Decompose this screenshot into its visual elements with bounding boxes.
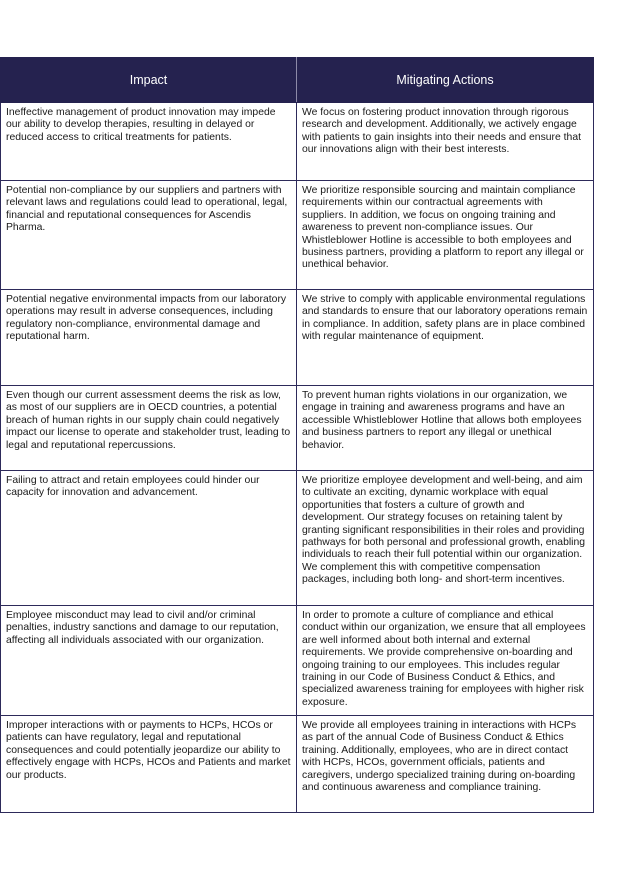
- table-row: [1, 606, 594, 716]
- header-row: [1, 58, 594, 103]
- table-row: [1, 181, 594, 290]
- mitigation-cell: We prioritize employee development and well-being, and aim to cultivate an exciting, dynamic workplace with equal opportunities that fosters a culture of growth and development. Our strategy focuses on retaining talent by granting significant responsibilities in their roles and providing pathways for both personal and professional growth, enabling individuals to reach their full potential within our organization. We complement this with competitive compensation packages, including both long- and short-term incentives.: [297, 471, 594, 606]
- impact-cell: Failing to attract and retain employees could hinder our capacity for innovation and advancement.: [1, 471, 297, 606]
- table-header: [1, 58, 594, 103]
- impact-cell: Ineffective management of product innovation may impede our ability to develop therapies, resulting in delayed or reduced access to critical treatments for patients.: [1, 103, 297, 181]
- table-row: [1, 290, 594, 386]
- table-row: [1, 103, 594, 181]
- mitigation-cell: In order to promote a culture of compliance and ethical conduct within our organization, we ensure that all employees are well informed about both internal and external requirements. We provide comprehensive on-boarding and ongoing training to our employees. This includes regular training in our Code of Business Conduct & Ethics, and specialized awareness training for employees with higher risk exposure.: [297, 606, 594, 716]
- mitigation-cell: We provide all employees training in interactions with HCPs as part of the annual Code of Business Conduct & Ethics training. Additionally, employees, who are in direct contact with HCPs, HCOs, government officials, patients and caregivers, undergo specialized training during on-boarding and continuous awareness and compliance training.: [297, 716, 594, 813]
- impact-cell: Employee misconduct may lead to civil and/or criminal penalties, industry sanctions and damage to our reputation, affecting all individuals associated with our organization.: [1, 606, 297, 716]
- impact-cell: Even though our current assessment deems the risk as low, as most of our suppliers are in OECD countries, a potential breach of human rights in our supply chain could negatively impact our license to operate and stakeholder trust, leading to legal and reputational repercussions.: [1, 386, 297, 471]
- mitigation-cell: We focus on fostering product innovation through rigorous research and development. Additionally, we actively engage with patients to gain insights into their needs and ensure that our innovations align with their best interests.: [297, 103, 594, 181]
- impact-cell: Potential non-compliance by our suppliers and partners with relevant laws and regulations could lead to operational, legal, financial and reputational consequences for Ascendis Pharma.: [1, 181, 297, 290]
- column-header-impact: Impact: [1, 58, 297, 103]
- risk-table: [0, 57, 594, 813]
- table-row: [1, 386, 594, 471]
- column-header-mitigating-actions: Mitigating Actions: [297, 58, 594, 103]
- mitigation-cell: To prevent human rights violations in our organization, we engage in training and awareness programs and have an accessible Whistleblower Hotline that allows both employees and business partners to report any illegal or unethical behavior.: [297, 386, 594, 471]
- impact-cell: Potential negative environmental impacts from our laboratory operations may result in adverse consequences, including regulatory non-compliance, environmental damage and reputational harm.: [1, 290, 297, 386]
- table-body: [1, 103, 594, 813]
- table-row: [1, 716, 594, 813]
- mitigation-cell: We strive to comply with applicable environmental regulations and standards to ensure that our laboratory operations remain in compliance. In addition, safety plans are in place combined with regular maintenance of equipment.: [297, 290, 594, 386]
- mitigation-cell: We prioritize responsible sourcing and maintain compliance requirements within our contractual agreements with suppliers. In addition, we focus on ongoing training and awareness to prevent non-compliance issues. Our Whistleblower Hotline is accessible to both employees and business partners, providing a platform to report any illegal or unethical behavior.: [297, 181, 594, 290]
- table-row: [1, 471, 594, 606]
- impact-cell: Improper interactions with or payments to HCPs, HCOs or patients can have regulatory, legal and reputational consequences and could potentially jeopardize our ability to effectively engage with HCPs, HCOs and Patients and market our products.: [1, 716, 297, 813]
